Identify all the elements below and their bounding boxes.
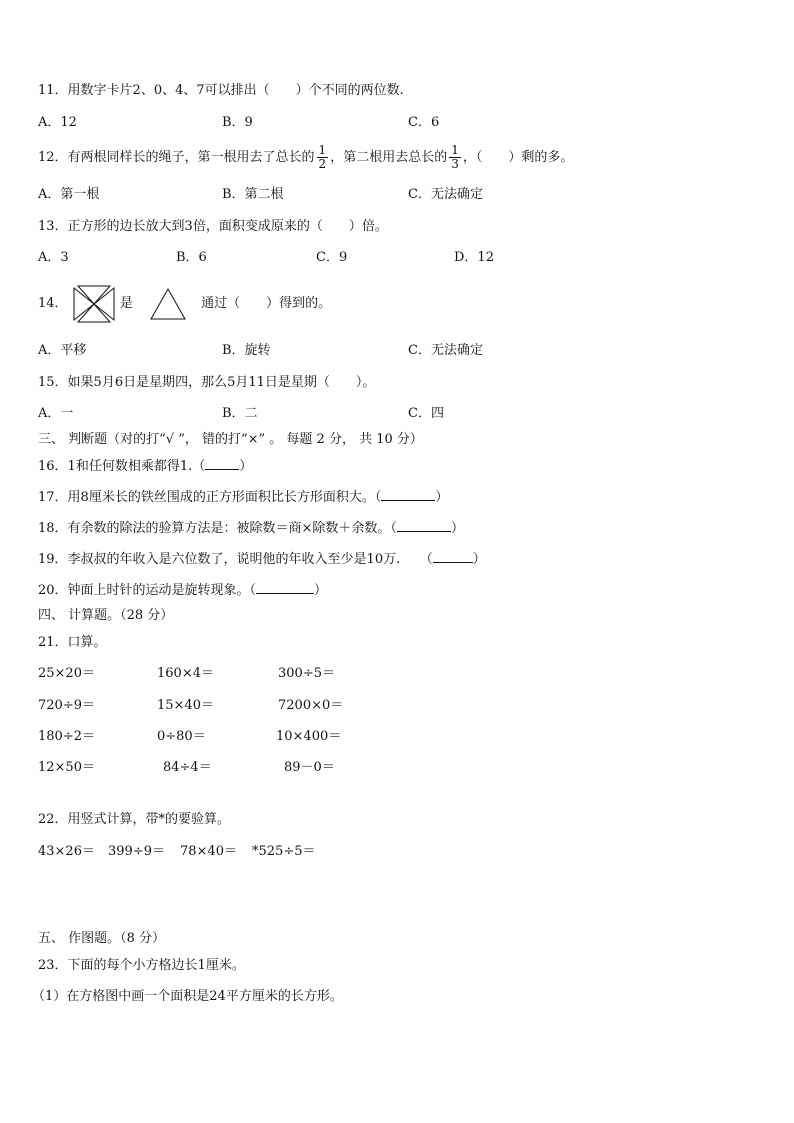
question-14 [38,284,331,324]
q16-text: 16．1和任何数相乘都得1.（ [38,459,206,474]
section-5-title: 五、 作图题。（8 分） [38,931,166,946]
question-18 [38,519,464,538]
q14-suffix: 通过（ ）得到的。 [201,296,332,311]
q12-text-3: ，（ ）剩的多。 [462,150,574,165]
oral-calc-3-2: 0÷80＝ [157,729,206,744]
q14-option-b: B．旋转 [222,343,271,358]
oral-calc-3-3: 10×400＝ [276,729,342,744]
q12-option-a: A．第一根 [38,187,100,202]
question-22-title: 22．用竖式计算，带*的要验算。 [38,812,231,827]
q12-text-1: 12．有两根同样长的绳子，第一根用去了总长的 [38,150,315,165]
vertical-calc-3: 78×40＝ [180,844,237,859]
question-15: 15．如果5月6日是星期四，那么5月11日是星期（ ）。 [38,375,376,390]
section-3-title: 三、 判断题（对的打“√ ”， 错的打“×” 。 每题 2 分， 共 10 分） [38,432,423,447]
vertical-calc-1: 43×26＝ [38,844,95,859]
q14-option-a: A．平移 [38,343,87,358]
pinwheel-figure [72,285,116,323]
oral-calc-1-2: 160×4＝ [157,666,214,681]
question-13: 13．正方形的边长放大到3倍，面积变成原来的（ ）倍。 [38,219,388,234]
q12-fraction-1 [317,144,329,171]
q12-fraction-2 [449,144,461,171]
oral-calc-3-1: 180÷2＝ [38,729,95,744]
q15-option-c: C．四 [408,406,444,421]
q12-option-b: B．第二根 [222,187,284,202]
q11-option-c: C．6 [408,115,440,130]
q12-fraction-2-denominator: 3 [451,157,459,171]
section-4-title: 四、 计算题。（28 分） [38,608,174,623]
q14-prefix: 14． [38,296,68,311]
oral-calc-4-2: 84÷4＝ [163,760,212,775]
q12-fraction-2-numerator: 1 [451,143,459,157]
q19-close-paren: ） [472,552,486,567]
question-23-sub-1: （1）在方格图中画一个面积是24平方厘米的长方形。 [32,989,343,1004]
q19-answer-blank[interactable] [433,550,473,563]
q14-mid-text: 是 [119,296,133,311]
oral-calc-4-1: 12×50＝ [38,760,95,775]
q18-answer-blank[interactable] [397,519,451,532]
q15-option-b: B．二 [222,406,258,421]
oral-calc-4-3: 89－0＝ [284,760,335,775]
q18-text: 18．有余数的除法的验算方法是：被除数＝商×除数＋余数。（ [38,521,397,536]
question-17 [38,488,448,507]
q13-option-d: D．12 [454,250,494,265]
q13-option-b: B．6 [176,250,207,265]
triangle-figure [149,287,187,321]
q20-text: 20．钟面上时针的运动是旋转现象。（ [38,583,257,598]
q11-option-a: A．12 [38,115,77,130]
q12-text-2: ，第二根用去总长的 [330,150,448,165]
oral-calc-1-1: 25×20＝ [38,666,95,681]
q12-fraction-1-denominator: 2 [318,157,327,171]
question-19 [38,550,486,569]
question-23-title: 23．下面的每个小方格边长1厘米。 [38,958,245,973]
q17-text: 17．用8厘米长的铁丝围成的正方形面积比长方形面积大。（ [38,490,382,505]
question-16 [38,457,252,476]
q13-option-a: A．3 [38,250,69,265]
question-12 [38,143,573,173]
q14-option-c: C．无法确定 [408,343,483,358]
vertical-calc-2: 399÷9＝ [108,844,165,859]
oral-calc-2-2: 15×40＝ [157,698,214,713]
q11-option-b: B．9 [222,115,253,130]
question-11: 11．用数字卡片2、0、4、7可以排出（ ）个不同的两位数. [38,83,404,98]
q20-close-paren: ） [314,583,328,598]
q15-option-a: A．一 [38,406,74,421]
q12-fraction-1-numerator: 1 [318,143,327,157]
question-20 [38,581,327,600]
q17-answer-blank[interactable] [381,488,435,501]
q16-close-paren: ） [239,459,253,474]
q18-close-paren: ） [450,521,464,536]
oral-calc-2-1: 720÷9＝ [38,698,95,713]
vertical-calc-4: *525÷5＝ [252,844,316,859]
q19-text: 19．李叔叔的年收入是六位数了，说明他的年收入至少是10万. （ [38,552,433,567]
oral-calc-1-3: 300÷5＝ [278,666,335,681]
q13-option-c: C．9 [316,250,348,265]
q16-answer-blank[interactable] [205,457,239,470]
q20-answer-blank[interactable] [256,581,314,594]
q17-close-paren: ） [435,490,449,505]
question-21-title: 21．口算。 [38,635,107,650]
oral-calc-2-3: 7200×0＝ [278,698,344,713]
q12-option-c: C．无法确定 [408,187,483,202]
